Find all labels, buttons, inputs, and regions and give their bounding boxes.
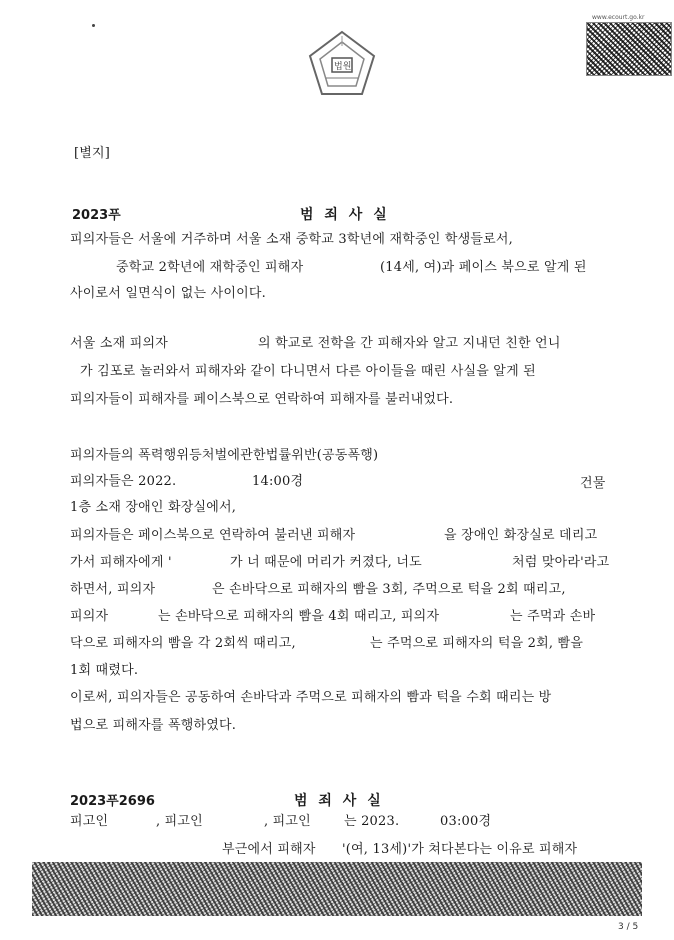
- text-line: , 피고인: [156, 814, 203, 829]
- text-line: 03:00경: [440, 814, 492, 829]
- text-line: (14세, 여)과 페이스 북으로 알게 된: [380, 260, 587, 275]
- text-line: 1층 소재 장애인 화장실에서,: [70, 500, 237, 515]
- charge-line: 피의자들의 폭력행위등처벌에관한법률위반(공동폭행): [70, 448, 379, 463]
- text-line: 는 2023.: [344, 814, 400, 829]
- text-line: 을 장애인 화장실로 데리고: [444, 528, 598, 543]
- text-line: 하면서, 피의자: [70, 582, 156, 597]
- qr-code-icon: [586, 22, 672, 76]
- text-line: 피고인: [70, 814, 109, 829]
- text-line: 1회 때렸다.: [70, 663, 139, 678]
- case-number: 2023푸2696: [70, 794, 155, 809]
- text-line: 사이로서 일면식이 없는 사이이다.: [70, 286, 266, 301]
- text-line: 의 학교로 전학을 간 피해자와 알고 지내던 친한 언니: [258, 336, 561, 351]
- text-line: 는 주먹으로 피해자의 턱을 2회, 빰을: [370, 636, 584, 651]
- text-line: 닥으로 피해자의 빰을 각 2회씩 때리고,: [70, 636, 296, 651]
- text-line: 은 손바닥으로 피해자의 빰을 3회, 주먹으로 턱을 2회 때리고,: [212, 582, 566, 597]
- text-line: 피의자들이 피해자를 페이스북으로 연락하여 피해자를 불러내었다.: [70, 392, 454, 407]
- text-line: 건물: [580, 476, 606, 491]
- text-line: 피의자들은 페이스북으로 연락하여 불러낸 피해자: [70, 528, 356, 543]
- annex-label: [별지]: [74, 146, 111, 161]
- text-line: 중학교 2학년에 재학중인 피해자: [116, 260, 304, 275]
- text-line: 피의자: [70, 609, 109, 624]
- text-line: 는 주먹과 손바: [510, 609, 596, 624]
- text-line: 14:00경: [252, 474, 304, 489]
- text-line: 이로써, 피의자들은 공동하여 손바닥과 주먹으로 피해자의 빰과 턱을 수회 때리는 방: [70, 690, 552, 705]
- text-line: 가서 피해자에게 ': [70, 555, 172, 570]
- text-line: '(여, 13세)'가 쳐다본다는 이유로 피해자: [342, 842, 578, 857]
- text-line: 피의자들은 서울에 거주하며 서울 소재 중학교 3학년에 재학중인 학생들로서,: [70, 232, 513, 247]
- seal-text: 법원: [334, 62, 352, 72]
- case-number: 2023푸: [72, 208, 121, 223]
- text-line: 법으로 피해자를 폭행하였다.: [70, 718, 237, 733]
- text-line: 가 너 때문에 머리가 커졌다, 너도: [230, 555, 422, 570]
- section-heading: 범 죄 사 실: [294, 793, 384, 809]
- document-barcode-band: [32, 862, 642, 916]
- text-line: 피의자들은 2022.: [70, 474, 177, 489]
- text-line: 는 손바닥으로 피해자의 빰을 4회 때리고, 피의자: [158, 609, 440, 624]
- text-line: 서울 소재 피의자: [70, 336, 168, 351]
- scan-speck: [92, 24, 95, 27]
- text-line: , 피고인: [264, 814, 311, 829]
- court-url[interactable]: www.ecourt.go.kr: [592, 14, 645, 21]
- section-heading: 범 죄 사 실: [300, 207, 390, 223]
- court-seal-icon: [306, 28, 378, 104]
- page-number: 3 / 5: [618, 922, 639, 932]
- text-line: 부근에서 피해자: [222, 842, 316, 857]
- text-line: 처럼 맞아라'라고: [512, 555, 610, 570]
- text-line: 가 김포로 놀러와서 피해자와 같이 다니면서 다른 아이들을 때린 사실을 알게 된: [80, 364, 536, 379]
